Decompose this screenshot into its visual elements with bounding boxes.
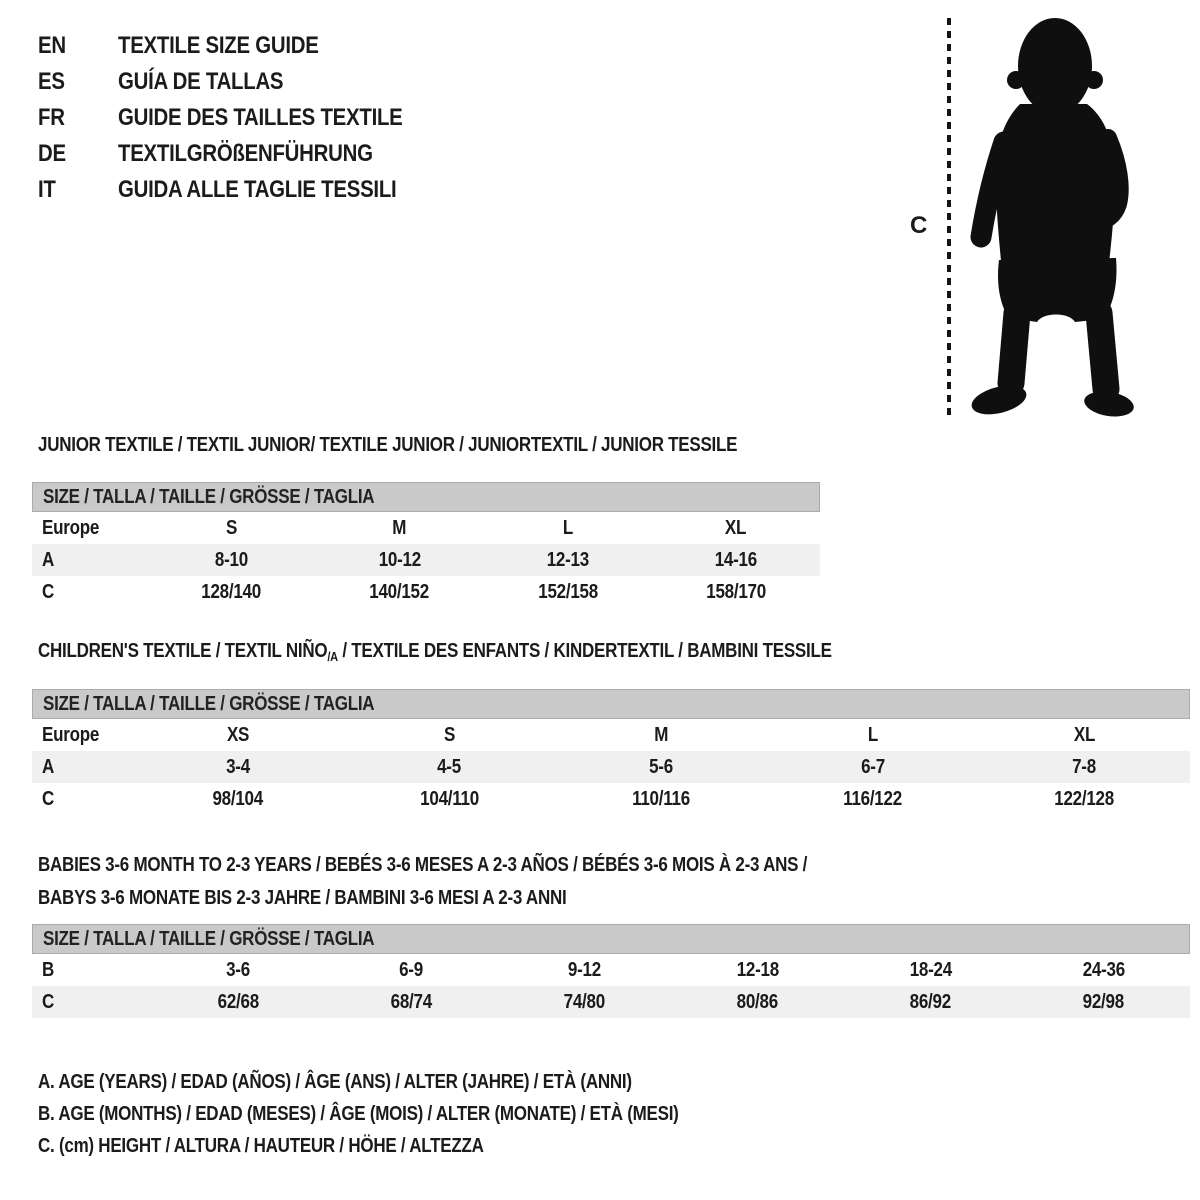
- age-cell-text: 3-4: [225, 755, 250, 778]
- size-cell: [978, 724, 1190, 747]
- size-cell: [767, 724, 979, 747]
- height-cell: [152, 991, 325, 1014]
- language-row-es: [38, 64, 453, 100]
- age-cell: [978, 756, 1190, 779]
- age-cell: [1017, 959, 1190, 982]
- age-cell: [767, 756, 979, 779]
- age-cell-text: 8-10: [214, 548, 248, 571]
- age-cell: [147, 549, 315, 572]
- size-table-header-text: SIZE / TALLA / TAILLE / GRÖSSE / TAGLIA: [43, 927, 375, 950]
- height-cell: [844, 991, 1017, 1014]
- height-cell-text: 152/158: [537, 580, 598, 603]
- age-cell: [132, 756, 344, 779]
- row-label-text: Europe: [42, 723, 100, 746]
- children-title-subscript: /A: [327, 649, 338, 664]
- height-cell: [1017, 991, 1190, 1014]
- height-cell-text: 158/170: [706, 580, 766, 603]
- children-title-pre: CHILDREN'S TEXTILE / TEXTIL NIÑO: [38, 640, 328, 662]
- height-cell: [132, 788, 344, 811]
- height-cell-text: 80/86: [736, 990, 779, 1013]
- language-code-text: ES: [38, 68, 65, 95]
- size-cell: [344, 724, 556, 747]
- height-cell: [344, 788, 556, 811]
- row-label: [32, 788, 132, 811]
- size-table-header: [32, 924, 1190, 954]
- size-table-header-text: SIZE / TALLA / TAILLE / GRÖSSE / TAGLIA: [43, 485, 375, 508]
- age-cell: [498, 959, 671, 982]
- height-cell: [767, 788, 979, 811]
- height-cell: [555, 788, 767, 811]
- row-label: [32, 581, 147, 604]
- legend-line-a: [38, 1066, 792, 1098]
- height-cell-text: 122/128: [1054, 787, 1115, 810]
- age-cell: [555, 756, 767, 779]
- size-table-header: [32, 689, 1190, 719]
- age-cell-text: 5-6: [649, 755, 673, 778]
- guide-title-es: GUÍA DE TALLAS: [118, 68, 284, 95]
- size-cell-text: S: [443, 723, 455, 746]
- children-section-title: [38, 638, 972, 666]
- guide-title-de: TEXTILGRÖßENFÜHRUNG: [118, 140, 373, 167]
- height-cell-text: 92/98: [1082, 990, 1125, 1013]
- junior-row-europe: [32, 512, 820, 544]
- age-cell-text: 6-7: [860, 755, 885, 778]
- height-cell-text: 116/122: [843, 787, 902, 810]
- children-section-title-text: [38, 638, 832, 666]
- row-label-text: A: [42, 548, 55, 571]
- age-cell: [325, 959, 498, 982]
- row-label: [32, 959, 152, 982]
- babies-title-line1: BABIES 3-6 MONTH TO 2-3 YEARS / BEBÉS 3-6 MESES A 2-3 AÑOS / BÉBÉS 3-6 MOIS À 2-3 ANS /: [38, 854, 808, 876]
- height-cell-text: 140/152: [369, 580, 430, 603]
- size-cell-text: M: [654, 723, 668, 746]
- legend-line-b: [38, 1098, 792, 1130]
- row-label-text: Europe: [42, 516, 100, 539]
- height-cell-text: 62/68: [217, 990, 260, 1013]
- row-label: [32, 517, 147, 540]
- size-cell: [652, 517, 820, 540]
- age-cell-text: 14-16: [714, 548, 757, 571]
- guide-title-en: TEXTILE SIZE GUIDE: [118, 32, 319, 59]
- height-cell: [978, 788, 1190, 811]
- language-code-text: IT: [38, 176, 56, 203]
- row-label: [32, 549, 147, 572]
- size-cell-text: M: [392, 516, 407, 539]
- size-cell: [315, 517, 483, 540]
- age-cell: [315, 549, 483, 572]
- age-cell-text: 3-6: [226, 958, 251, 981]
- height-cell: [147, 581, 315, 604]
- height-cell-text: 110/116: [632, 787, 690, 810]
- measure-legend: [38, 1066, 792, 1162]
- row-label-text: C: [42, 990, 55, 1013]
- children-row-age: [32, 751, 1190, 783]
- junior-row-height: [32, 576, 820, 608]
- language-title-list: [38, 28, 453, 208]
- language-code: [38, 68, 118, 96]
- height-cell: [315, 581, 483, 604]
- age-cell: [344, 756, 556, 779]
- language-code-text: EN: [38, 32, 66, 59]
- size-cell-text: XS: [226, 723, 249, 746]
- language-code-text: DE: [38, 140, 66, 167]
- babies-row-height: [32, 986, 1190, 1018]
- height-cell: [484, 581, 652, 604]
- babies-section-title: [38, 849, 943, 915]
- legend-line-c: [38, 1130, 792, 1162]
- row-label-text: B: [42, 958, 55, 981]
- size-cell-text: S: [225, 516, 237, 539]
- height-cell-text: 68/74: [390, 990, 433, 1013]
- children-title-post: / TEXTILE DES ENFANTS / KINDERTEXTIL / BAMBINI TESSILE: [337, 640, 832, 662]
- age-cell-text: 4-5: [437, 755, 462, 778]
- age-cell-text: 18-24: [909, 958, 952, 981]
- language-code: [38, 104, 118, 132]
- row-label: [32, 724, 132, 747]
- language-row-en: [38, 28, 453, 64]
- size-table-header-text: SIZE / TALLA / TAILLE / GRÖSSE / TAGLIA: [43, 692, 375, 715]
- language-code-text: FR: [38, 104, 65, 131]
- age-cell-text: 24-36: [1082, 958, 1125, 981]
- age-cell-text: 12-18: [736, 958, 779, 981]
- age-cell: [671, 959, 844, 982]
- age-cell: [844, 959, 1017, 982]
- size-table-header: [32, 482, 820, 512]
- language-code: [38, 32, 118, 60]
- legend-line-b-text: B. AGE (MONTHS) / EDAD (MESES) / ÂGE (MOIS) / ALTER (MONATE) / ETÀ (MESI): [38, 1103, 679, 1125]
- size-cell: [147, 517, 315, 540]
- children-size-table: [32, 689, 1190, 815]
- language-code: [38, 176, 118, 204]
- size-cell-text: L: [867, 723, 878, 746]
- language-row-it: [38, 172, 453, 208]
- children-row-height: [32, 783, 1190, 815]
- age-cell: [652, 549, 820, 572]
- height-cell-text: 128/140: [201, 580, 261, 603]
- size-cell-text: XL: [725, 516, 747, 539]
- row-label-text: A: [42, 755, 55, 778]
- height-cell-text: 86/92: [909, 990, 952, 1013]
- legend-line-c-text: C. (cm) HEIGHT / ALTURA / HAUTEUR / HÖHE / ALTEZZA: [38, 1135, 484, 1157]
- language-row-fr: [38, 100, 453, 136]
- age-cell: [484, 549, 652, 572]
- height-measure-label: C: [910, 212, 928, 239]
- junior-section-title-text: JUNIOR TEXTILE / TEXTIL JUNIOR/ TEXTILE JUNIOR / JUNIORTEXTIL / JUNIOR TESSILE: [38, 434, 738, 456]
- height-cell-text: 74/80: [563, 990, 606, 1013]
- age-cell: [152, 959, 325, 982]
- junior-row-age: [32, 544, 820, 576]
- age-cell-text: 10-12: [378, 548, 421, 571]
- guide-title-fr: GUIDE DES TAILLES TEXTILE: [118, 104, 403, 131]
- junior-size-table: [32, 482, 820, 608]
- age-cell-text: 6-9: [399, 958, 424, 981]
- height-cell: [325, 991, 498, 1014]
- height-cell: [671, 991, 844, 1014]
- language-row-de: [38, 136, 453, 172]
- height-cell-text: 98/104: [212, 787, 264, 810]
- height-cell: [652, 581, 820, 604]
- junior-section-title: [38, 432, 861, 458]
- babies-size-table: [32, 924, 1190, 1018]
- height-cell-text: 104/110: [420, 787, 479, 810]
- row-label-text: C: [42, 580, 55, 603]
- age-cell-text: 12-13: [546, 548, 589, 571]
- size-cell: [484, 517, 652, 540]
- height-dashed-line: [947, 18, 951, 416]
- size-cell: [555, 724, 767, 747]
- size-cell-text: XL: [1073, 723, 1095, 746]
- age-cell-text: 9-12: [567, 958, 602, 981]
- age-cell-text: 7-8: [1072, 755, 1097, 778]
- row-label: [32, 756, 132, 779]
- legend-line-a-text: A. AGE (YEARS) / EDAD (AÑOS) / ÂGE (ANS) / ALTER (JAHRE) / ETÀ (ANNI): [38, 1071, 632, 1093]
- size-cell-text: L: [562, 516, 573, 539]
- guide-title-it: GUIDA ALLE TAGLIE TESSILI: [118, 176, 397, 203]
- height-cell: [498, 991, 671, 1014]
- size-cell: [132, 724, 344, 747]
- babies-title-line2: BABYS 3-6 MONATE BIS 2-3 JAHRE / BAMBINI 3-6 MESI A 2-3 ANNI: [38, 887, 567, 909]
- babies-row-months: [32, 954, 1190, 986]
- language-code: [38, 140, 118, 168]
- toddler-silhouette-icon: [968, 16, 1140, 418]
- children-row-europe: [32, 719, 1190, 751]
- row-label-text: C: [42, 787, 55, 810]
- row-label: [32, 991, 152, 1014]
